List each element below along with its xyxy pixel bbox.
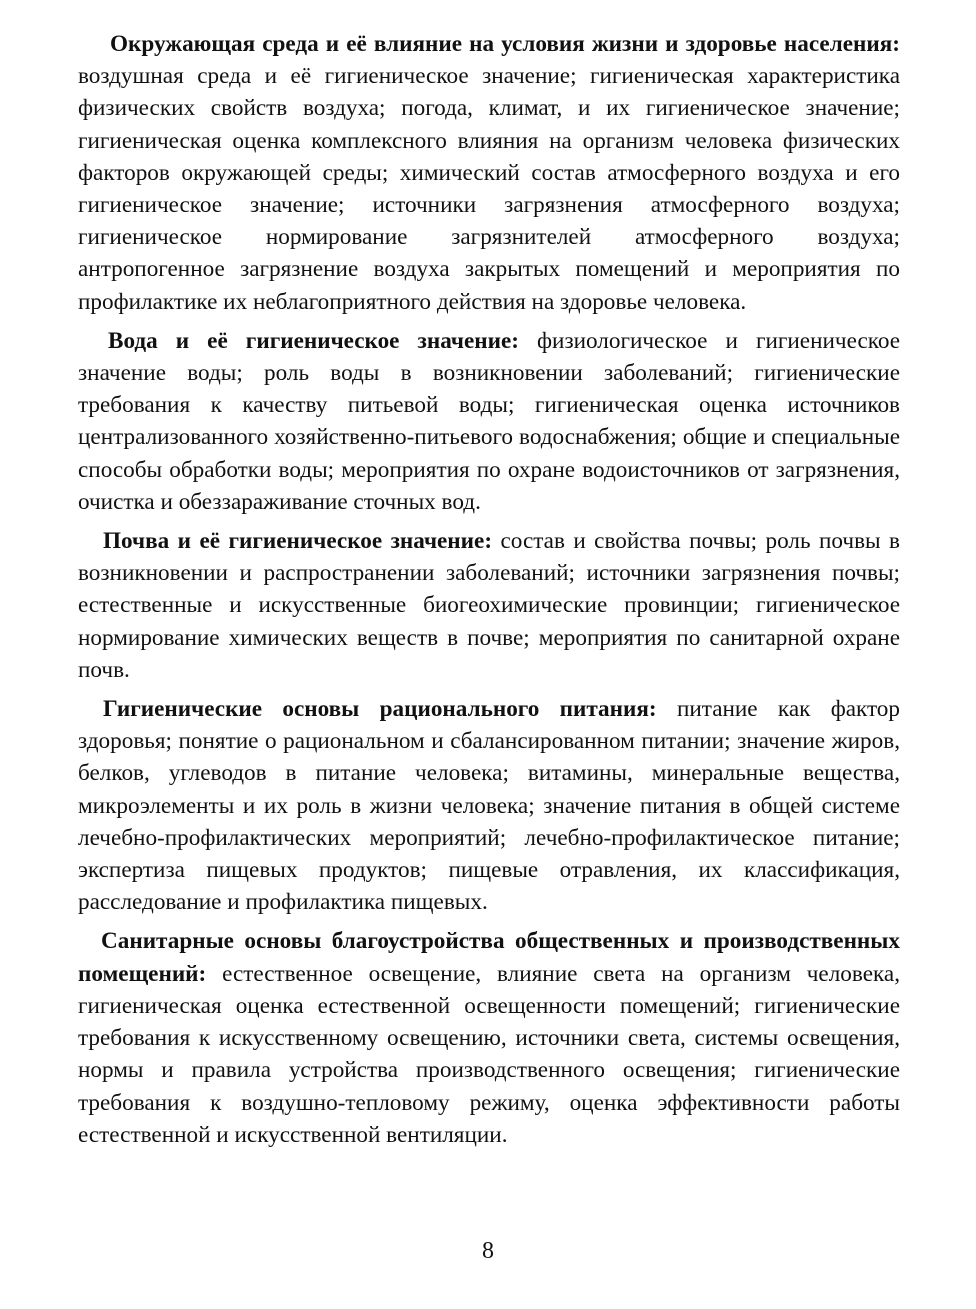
section-heading: Санитарные основы благоустройства общественных и производственных помещений: [78, 928, 900, 987]
section-water [78, 325, 900, 518]
section-heading: Вода и её гигиеническое значение: [108, 327, 519, 354]
section-body: состав и свойства почвы; роль почвы в возникновении и распространении заболеваний; источники загрязнения почвы; естественные и искусственные биогеохимические провинции; гигиеническое нормирование химических веществ в почве; мероприятия по санитарной охране почв. [78, 528, 900, 683]
page-number: 8 [482, 1238, 494, 1264]
section-soil [78, 525, 900, 686]
section-nutrition [78, 693, 900, 918]
section-environment [78, 28, 900, 318]
section-body: физиологическое и гигиеническое значение воды; роль воды в возникновении заболеваний; гигиенические требования к качеству питьевой воды; гигиеническая оценка источников централизованного хозяйственно-питьевого водоснабжения; общие и специальные способы обработки воды; мероприятия по охране водоисточников от загрязнения, очистка и обеззараживание сточных вод. [78, 327, 900, 515]
section-body: питание как фактор здоровья; понятие о рациональном и сбалансированном питании; значение жиров, белков, углеводов в питание человека; витамины, минеральные вещества, микроэлементы и их роль в жизни человека; значение питания в общей системе лечебно-профилактических мероприятий; лечебно-профилактическое питание; экспертиза пищевых продуктов; пищевые отравления, их классификация, расследование и профилактика пищевых. [78, 696, 900, 916]
section-premises [78, 925, 900, 1150]
section-heading: Окружающая среда и её влияние на условия жизни и здоровье населения: [110, 31, 900, 57]
section-heading: Гигиенические основы рационального питания: [103, 696, 657, 723]
section-body: воздушная среда и её гигиеническое значение; гигиеническая характеристика физических свойств воздуха; погода, климат, и их гигиеническое значение; гигиеническая оценка комплексного влияния на организм человека физических факторов окружающей среды; химический состав атмосферного воздуха и его гигиеническое значение; источники загрязнения атмосферного воздуха; гигиеническое нормирование загрязнителей атмосферного воздуха; антропогенное загрязнение воздуха закрытых помещений и мероприятия по профилактике их неблагоприятного действия на здоровье человека. [78, 63, 900, 315]
section-heading: Почва и её гигиеническое значение: [103, 528, 493, 555]
section-body: естественное освещение, влияние света на организм человека, гигиеническая оценка естественной освещенности помещений; гигиенические требования к искусственному освещению, источники света, системы освещения, нормы и правила устройства производственного освещения; гигиенические требования к воздушно-тепловому режиму, оценка эффективности работы естественной и искусственной вентиляции. [78, 960, 900, 1148]
document-page [78, 28, 900, 1158]
